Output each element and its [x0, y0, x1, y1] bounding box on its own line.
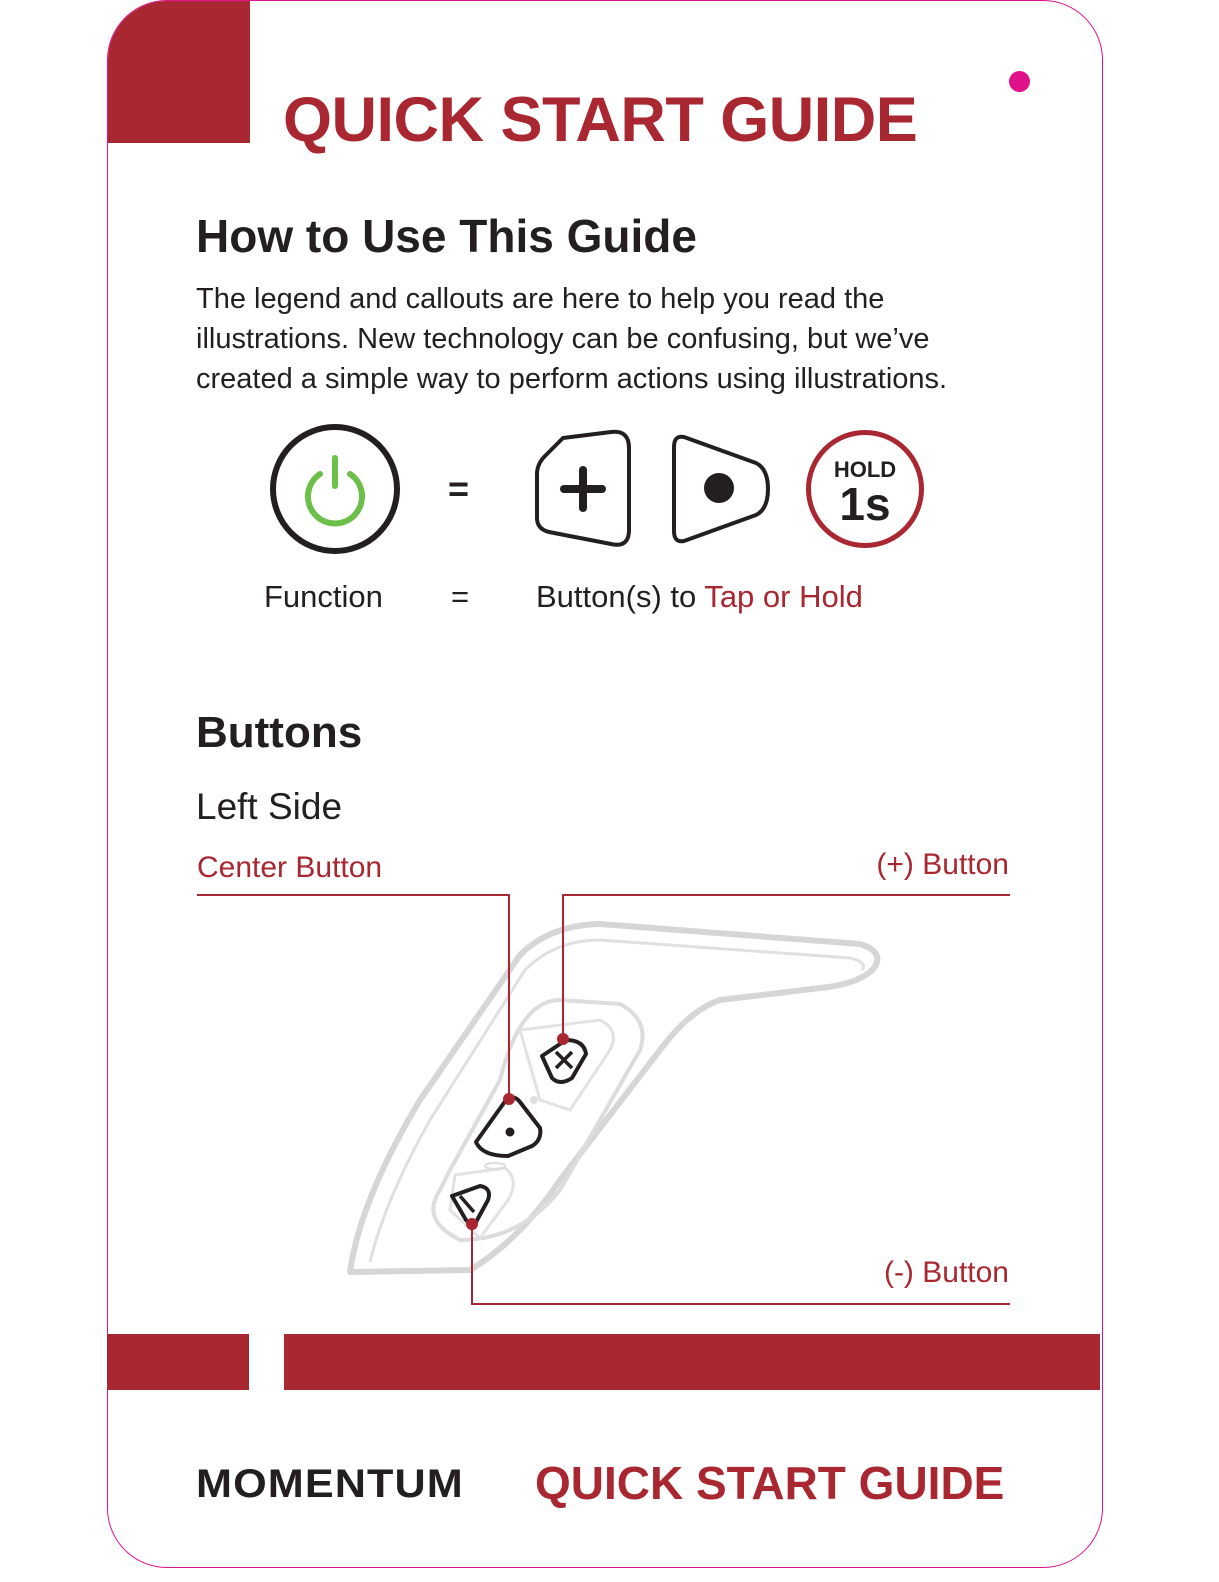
footer-red-block-left — [107, 1334, 249, 1390]
equals-symbol: = — [448, 468, 470, 509]
paragraph-line: illustrations. New technology can be confusing, but we’ve — [196, 323, 930, 355]
page-title: QUICK START GUIDE — [283, 85, 918, 155]
callout-lines — [197, 895, 1010, 1304]
tap-hold-label: Tap or Hold — [704, 579, 863, 614]
equals-label: = — [451, 579, 470, 614]
minus-button-callout: (-) Button — [883, 1256, 1009, 1289]
footer-title: QUICK START GUIDE — [535, 1457, 1005, 1509]
left-side-subheading: Left Side — [196, 786, 343, 827]
buttons-heading: Buttons — [196, 708, 363, 757]
brand-logo: MOMENTUM — [196, 1462, 464, 1506]
function-label: Function — [264, 579, 383, 614]
hold-label: HOLD — [833, 457, 897, 482]
minus-callout-dot — [466, 1218, 478, 1230]
paragraph-line: The legend and callouts are here to help you read the — [196, 283, 885, 315]
hold-duration: 1s — [839, 478, 891, 530]
plus-callout-dot — [557, 1033, 569, 1045]
buttons-label: Button(s) to — [536, 579, 697, 614]
paragraph-line: created a simple way to perform actions using illustrations. — [196, 363, 948, 395]
device-plus-button — [542, 1040, 586, 1082]
plus-button-callout: (+) Button — [876, 848, 1009, 881]
footer-red-bar — [284, 1334, 1100, 1390]
center-button-callout: Center Button — [197, 851, 383, 884]
center-callout-dot — [503, 1093, 515, 1105]
how-to-heading: How to Use This Guide — [196, 210, 697, 262]
